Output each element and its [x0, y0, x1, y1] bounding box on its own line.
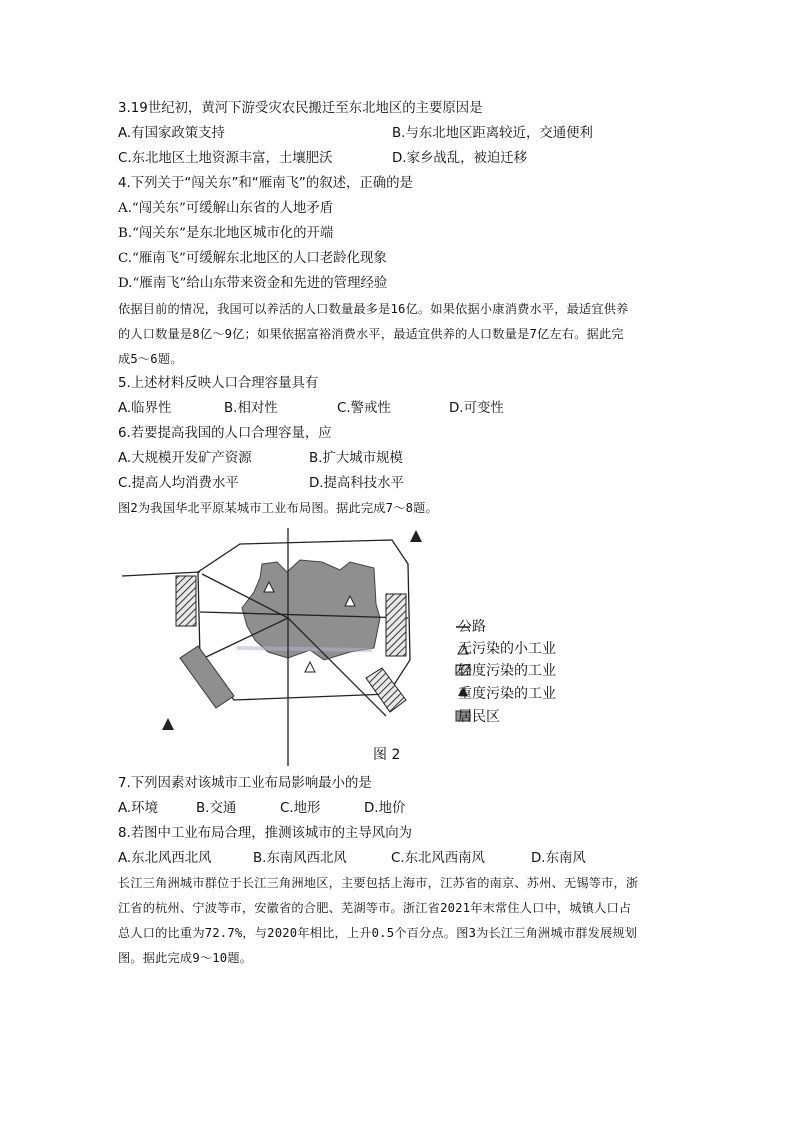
road-west: [122, 572, 200, 576]
q6-stem: 6.若要提高我国的人口合理容量，应: [118, 426, 332, 441]
material1-line3: 成5～6题。: [118, 352, 183, 366]
q4-option-b: B.“闯关东”是东北地区城市化的开端: [118, 226, 334, 241]
q6-option-a: A.大规模开发矿产资源: [118, 451, 252, 466]
q7-option-d: D.地价: [364, 801, 406, 816]
q5-option-a: A.临界性: [118, 401, 172, 416]
residential-block-southwest: [180, 646, 234, 708]
q3-option-b: B.与东北地区距离较近，交通便利: [392, 126, 593, 141]
q8-option-b: B.东南风西北风: [253, 851, 347, 866]
q3-option-a: A.有国家政策支持: [118, 126, 225, 141]
q4-stem: 4.下列关于“闯关东”和“雁南飞”的叙述，正确的是: [118, 176, 413, 191]
heavy-industry-northeast: [410, 530, 422, 542]
q6-option-b: B.扩大城市规模: [309, 451, 403, 466]
material2: 图2为我国华北平原某城市工业布局图。据此完成7～8题。: [118, 501, 438, 515]
q7-option-a: A.环境: [118, 801, 158, 816]
q4-option-c: C.“雁南飞”可缓解东北地区的人口老龄化现象: [118, 251, 387, 266]
material1-line2: 的人口数量是8亿～9亿；如果依据富裕消费水平，最适宜供养的人口数量是7亿左右。据此完: [118, 327, 624, 341]
residential-area: [242, 560, 380, 660]
legend-clean-label: 无污染的小工业: [458, 641, 556, 657]
material3-line3: 总人口的比重为72.7%，与2020年相比，上升0.5个百分点。图3为长江三角洲城市群发展规划: [118, 926, 638, 940]
q3-option-c: C.东北地区土地资源丰富，土壤肥沃: [118, 151, 333, 166]
q5-option-c: C.警戒性: [337, 401, 391, 416]
q5-stem: 5.上述材料反映人口合理容量具有: [118, 376, 319, 391]
light-industry-east: [386, 594, 406, 656]
material3-line4: 图。据此完成9～10题。: [118, 951, 253, 965]
q8-option-c: C.东北风西南风: [391, 851, 485, 866]
legend-residential-label: 居民区: [458, 709, 500, 725]
q7-option-c: C.地形: [280, 801, 321, 816]
q3-option-d: D.家乡战乱，被迫迁移: [392, 151, 528, 166]
legend-road-label: 公路: [458, 619, 486, 635]
legend-heavy-label: 重度污染的工业: [458, 686, 556, 702]
q8-option-d: D.东南风: [531, 851, 586, 866]
q3-stem: 3.19世纪初，黄河下游受灾农民搬迁至东北地区的主要原因是: [118, 101, 483, 116]
q7-option-b: B.交通: [196, 801, 237, 816]
q5-option-d: D.可变性: [449, 401, 504, 416]
material1-line1: 依据目前的情况，我国可以养活的人口数量最多是16亿。如果依据小康消费水平，最适宜供养: [118, 302, 629, 316]
q7-stem: 7.下列因素对该城市工业布局影响最小的是: [118, 776, 372, 791]
q4-option-a: A.“闯关东”可缓解山东省的人地矛盾: [118, 201, 334, 216]
q6-option-c: C.提高人均消费水平: [118, 476, 239, 491]
q5-option-b: B.相对性: [224, 401, 278, 416]
heavy-industry-southwest: [162, 718, 174, 730]
q4-option-d: D.“雁南飞”给山东带来资金和先进的管理经验: [118, 276, 388, 291]
q8-option-a: A.东北风西北风: [118, 851, 212, 866]
material3-line1: 长江三角洲城市群位于长江三角洲地区，主要包括上海市，江苏省的南京、苏州、无锡等市，浙: [118, 876, 639, 890]
clean-industry-south: [305, 662, 315, 672]
q8-stem: 8.若图中工业布局合理，推测该城市的主导风向为: [118, 826, 412, 841]
light-industry-west: [176, 576, 196, 626]
legend-light-label: 轻度污染的工业: [458, 663, 556, 679]
q6-option-d: D.提高科技水平: [309, 476, 404, 491]
figure-caption: 图 2: [373, 747, 401, 763]
material3-line2: 江省的杭州、宁波等市，安徽省的合肥、芜湖等市。浙江省2021年末常住人口中，城镇人口占: [118, 901, 632, 915]
